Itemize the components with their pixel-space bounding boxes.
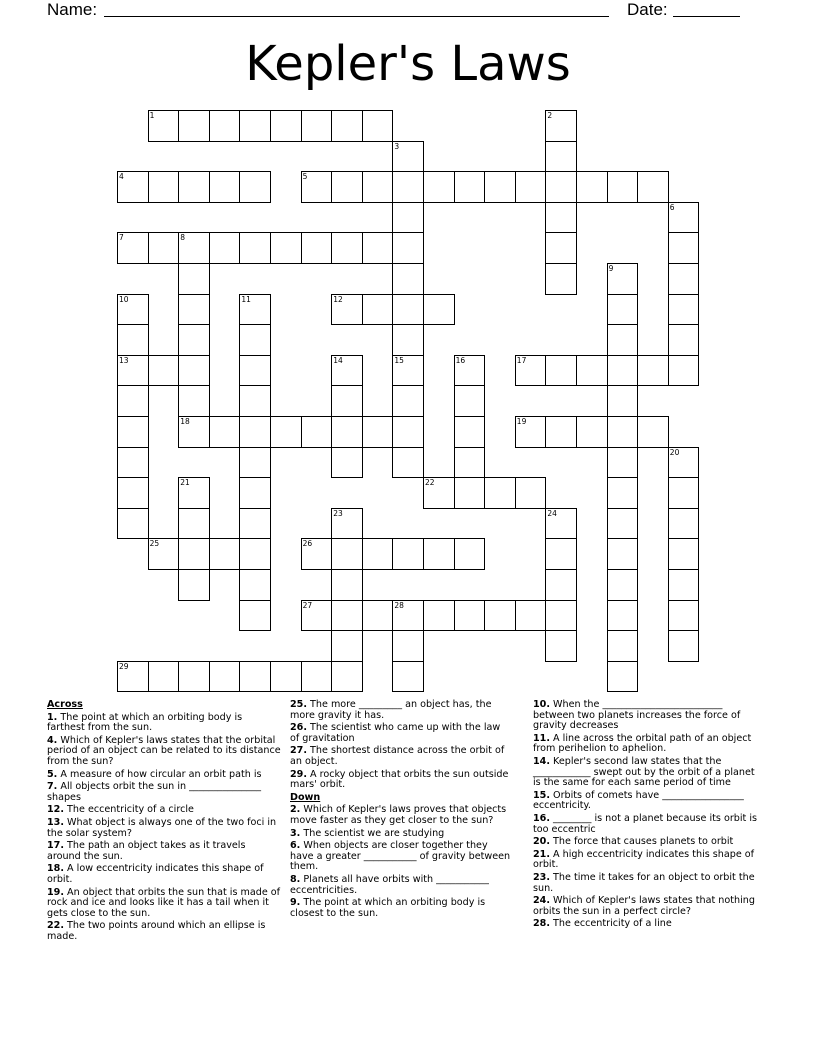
crossword-cell[interactable] — [668, 538, 700, 570]
clue-text: When objects are closer together they have a greater ___________ of gravity between them. — [290, 840, 511, 873]
clue-text: The point at which an orbiting body is farthest from the sun. — [47, 711, 243, 734]
clue-item — [290, 805, 512, 826]
clue-text: Orbits of comets have _________________ eccentricity. — [533, 789, 744, 812]
crossword-cell[interactable] — [576, 355, 608, 387]
crossword-cell[interactable] — [331, 232, 363, 264]
crossword-cell[interactable] — [362, 600, 394, 632]
cell-number: 4 — [119, 172, 124, 182]
crossword-cell[interactable] — [331, 385, 363, 417]
crossword-cell[interactable] — [392, 416, 424, 448]
crossword-cell[interactable] — [239, 508, 271, 540]
crossword-cell[interactable] — [607, 385, 639, 417]
crossword-cell[interactable] — [239, 110, 271, 142]
crossword-cell[interactable] — [148, 171, 180, 203]
crossword-cell[interactable] — [178, 569, 210, 601]
clue-text: Which of Kepler's laws proves that objects move faster as they get closer to the sun? — [290, 804, 507, 826]
clue-text: The eccentricity of a circle — [64, 804, 194, 816]
clue-number: 18. — [47, 863, 64, 875]
crossword-cell[interactable] — [270, 110, 302, 142]
date-label: Date: — [627, 0, 668, 19]
clue-item — [533, 919, 765, 930]
crossword-cell[interactable] — [454, 416, 486, 448]
cell-number: 25 — [149, 539, 160, 549]
crossword-cell[interactable] — [117, 477, 149, 509]
cell-number: 17 — [516, 355, 527, 365]
crossword-cell[interactable] — [392, 263, 424, 295]
crossword-cell[interactable] — [423, 600, 455, 632]
crossword-cell[interactable] — [637, 171, 669, 203]
page-title: Kepler's Laws — [245, 36, 571, 92]
crossword-cell[interactable] — [270, 416, 302, 448]
clue-text: All objects orbit the sun in _______________ shapes — [47, 781, 262, 803]
crossword-cell[interactable] — [392, 630, 424, 662]
crossword-cell[interactable] — [178, 661, 210, 693]
clue-text: Which of Kepler's laws states that the orbital period of an object can be related to its distance from the sun? — [47, 734, 281, 767]
cell-number: 15 — [394, 355, 404, 365]
crossword-cell[interactable] — [392, 447, 424, 479]
crossword-cell[interactable] — [392, 385, 424, 417]
crossword-cell[interactable] — [117, 416, 149, 448]
clue-number: 13. — [47, 816, 64, 828]
crossword-cell[interactable] — [239, 324, 271, 356]
crossword-cell[interactable] — [239, 385, 271, 417]
clue-number: 23. — [533, 871, 550, 883]
crossword-cell[interactable] — [178, 263, 210, 295]
crossword-cell[interactable] — [362, 110, 394, 142]
crossword-cell[interactable] — [484, 600, 516, 632]
cell-number: 13 — [119, 355, 129, 365]
crossword-cell[interactable] — [607, 630, 639, 662]
crossword-cell[interactable] — [178, 171, 210, 203]
crossword-cell[interactable] — [668, 630, 700, 662]
crossword-cell[interactable] — [209, 538, 241, 570]
clue-item — [290, 898, 512, 919]
down-heading: Down — [290, 791, 321, 803]
clue-text: A measure of how circular an orbit path is — [57, 768, 262, 780]
crossword-cell[interactable] — [423, 171, 455, 203]
crossword-cell[interactable] — [117, 324, 149, 356]
crossword-cell[interactable] — [239, 569, 271, 601]
cell-number: 28 — [394, 600, 404, 610]
clue-number: 25. — [290, 699, 307, 710]
crossword-cell[interactable] — [392, 294, 424, 326]
crossword-cell[interactable] — [668, 355, 700, 387]
crossword-cell[interactable] — [178, 324, 210, 356]
clue-text: The time it takes for an object to orbit the sun. — [533, 871, 755, 894]
crossword-cell[interactable] — [515, 477, 547, 509]
crossword-cell[interactable] — [392, 324, 424, 356]
crossword-cell[interactable] — [331, 171, 363, 203]
crossword-cell[interactable] — [454, 447, 486, 479]
crossword-cell[interactable] — [637, 355, 669, 387]
clue-item — [47, 818, 281, 839]
crossword-cell[interactable] — [545, 263, 577, 295]
crossword-cell[interactable] — [148, 355, 180, 387]
crossword-cell[interactable] — [607, 324, 639, 356]
crossword-cell[interactable] — [545, 171, 577, 203]
clue-item — [533, 850, 765, 871]
crossword-cell[interactable] — [362, 416, 394, 448]
crossword-cell[interactable] — [668, 324, 700, 356]
crossword-cell[interactable] — [607, 477, 639, 509]
crossword-cell[interactable] — [607, 508, 639, 540]
crossword-cell[interactable] — [301, 416, 333, 448]
crossword-cell[interactable] — [362, 538, 394, 570]
clue-text: The scientist who came up with the law of gravitation — [290, 722, 501, 744]
cell-number: 29 — [119, 661, 129, 671]
clue-item — [47, 888, 281, 920]
clue-number: 12. — [47, 804, 64, 816]
crossword-cell[interactable] — [209, 416, 241, 448]
cell-number: 16 — [455, 355, 466, 365]
crossword-cell[interactable] — [239, 416, 271, 448]
crossword-cell[interactable] — [545, 416, 577, 448]
cell-number: 8 — [180, 233, 185, 243]
crossword-cell[interactable] — [362, 232, 394, 264]
clue-number: 2. — [290, 804, 301, 816]
crossword-cell[interactable] — [607, 569, 639, 601]
crossword-cell[interactable] — [239, 538, 271, 570]
crossword-cell[interactable] — [637, 416, 669, 448]
crossword-cell[interactable] — [545, 355, 577, 387]
clue-number: 11. — [533, 732, 550, 744]
clue-number: 6. — [290, 840, 301, 852]
clue-item — [533, 814, 765, 835]
name-label: Name: — [47, 0, 98, 19]
clue-number: 8. — [290, 873, 301, 885]
crossword-cell[interactable] — [301, 661, 333, 693]
clue-item — [290, 841, 512, 873]
crossword-cell[interactable] — [239, 600, 271, 632]
crossword-cell[interactable] — [392, 202, 424, 234]
crossword-cell[interactable] — [239, 171, 271, 203]
crossword-cell[interactable] — [270, 232, 302, 264]
crossword-cell[interactable] — [576, 416, 608, 448]
clue-item — [47, 782, 281, 803]
crossword-cell[interactable] — [668, 294, 700, 326]
crossword-cell[interactable] — [607, 171, 639, 203]
cell-number: 3 — [394, 141, 400, 151]
crossword-cell[interactable] — [454, 171, 486, 203]
crossword-cell[interactable] — [239, 232, 271, 264]
crossword-cell[interactable] — [331, 447, 363, 479]
crossword-cell[interactable] — [545, 600, 577, 632]
crossword-cell[interactable] — [270, 661, 302, 693]
clue-item — [290, 829, 512, 840]
clue-number: 24. — [533, 895, 550, 907]
clues-column-1 — [47, 700, 281, 944]
clue-item — [290, 746, 512, 767]
clue-number: 17. — [47, 840, 64, 852]
crossword-cell[interactable] — [576, 171, 608, 203]
crossword-cell[interactable] — [117, 447, 149, 479]
clue-item — [290, 875, 512, 896]
clue-text: Planets all have orbits with ___________ eccentricities. — [290, 873, 489, 896]
clue-number: 1. — [47, 711, 58, 723]
crossword-cell[interactable] — [239, 661, 271, 693]
crossword-cell[interactable] — [607, 538, 639, 570]
clue-item — [47, 770, 281, 781]
crossword-cell[interactable] — [117, 385, 149, 417]
clues-column-2 — [290, 700, 512, 921]
clue-item — [290, 700, 512, 721]
crossword-cell[interactable] — [423, 294, 455, 326]
clue-text: The path an object takes as it travels around the sun. — [47, 840, 246, 862]
cell-number: 7 — [119, 233, 124, 243]
cell-number: 19 — [516, 417, 527, 426]
cell-number: 27 — [302, 600, 313, 610]
cell-number: 9 — [608, 264, 614, 273]
clue-item — [47, 864, 281, 885]
clue-text: A line across the orbital path of an object from perihelion to aphelion. — [533, 732, 752, 755]
crossword-cell[interactable] — [668, 600, 700, 632]
cell-number: 6 — [669, 202, 675, 212]
clue-number: 3. — [290, 827, 301, 839]
clue-item — [290, 723, 512, 744]
crossword-cell[interactable] — [178, 110, 210, 142]
clue-text: A rocky object that orbits the sun outside mars' orbit. — [290, 768, 509, 791]
clue-number: 10. — [533, 699, 550, 710]
crossword-cell[interactable] — [607, 294, 639, 326]
clue-text: The two points around which an ellipse is made. — [47, 920, 266, 942]
crossword-cell[interactable] — [454, 538, 486, 570]
crossword-cell[interactable] — [545, 569, 577, 601]
clues-column-3 — [533, 700, 765, 932]
cell-number: 11 — [241, 294, 251, 304]
clue-number: 22. — [47, 920, 64, 932]
clue-number: 14. — [533, 755, 550, 767]
clue-text: ________ is not a planet because its orbit is too eccentric — [533, 812, 758, 835]
clue-text: The point at which an orbiting body is closest to the sun. — [290, 897, 486, 919]
crossword-cell[interactable] — [668, 569, 700, 601]
crossword-cell[interactable] — [301, 232, 333, 264]
cell-number: 5 — [302, 172, 308, 182]
clue-number: 20. — [533, 836, 550, 848]
crossword-cell[interactable] — [117, 508, 149, 540]
crossword-cell[interactable] — [209, 232, 241, 264]
clue-number: 28. — [533, 918, 550, 930]
cell-number: 26 — [302, 539, 313, 549]
crossword-cell[interactable] — [545, 232, 577, 264]
clue-text: The shortest distance across the orbit of an object. — [290, 745, 505, 767]
clue-number: 27. — [290, 745, 307, 757]
clue-number: 19. — [47, 886, 64, 898]
crossword-cell[interactable] — [239, 447, 271, 479]
clue-item — [533, 837, 765, 848]
crossword-cell[interactable] — [331, 661, 363, 693]
cell-number: 2 — [547, 111, 553, 120]
cell-number: 24 — [547, 508, 557, 518]
crossword-cell[interactable] — [392, 661, 424, 693]
crossword-cell[interactable] — [178, 508, 210, 540]
clue-item — [533, 734, 765, 755]
crossword-cell[interactable] — [454, 600, 486, 632]
clue-text: The scientist we are studying — [300, 827, 445, 839]
clue-number: 29. — [290, 768, 307, 780]
clue-number: 21. — [533, 848, 550, 860]
clue-text: The eccentricity of a line — [550, 918, 672, 930]
crossword-cell[interactable] — [331, 416, 363, 448]
clue-number: 16. — [533, 812, 550, 824]
crossword-cell[interactable] — [301, 110, 333, 142]
clue-text: Kepler's second law states that the ____________ swept out by the orbit of a planet is the same for each same period of time — [533, 755, 755, 789]
clue-text: A low eccentricity indicates this shape of orbit. — [47, 863, 264, 885]
clue-item — [533, 873, 765, 894]
crossword-cell[interactable] — [484, 171, 516, 203]
crossword-cell[interactable] — [331, 538, 363, 570]
crossword-cell[interactable] — [484, 477, 516, 509]
crossword-cell[interactable] — [454, 385, 486, 417]
crossword-cell[interactable] — [209, 171, 241, 203]
clue-text: Which of Kepler's laws states that nothing orbits the sun in a perfect circle? — [533, 895, 755, 917]
clue-number: 7. — [47, 781, 58, 793]
clue-item — [47, 921, 281, 942]
cell-number: 22 — [425, 478, 435, 488]
clue-text: An object that orbits the sun that is made of rock and ice and looks like it has a tail when it gets close to the sun. — [47, 886, 281, 919]
crossword-cell[interactable] — [668, 508, 700, 540]
crossword-cell[interactable] — [239, 355, 271, 387]
crossword-cell[interactable] — [331, 630, 363, 662]
crossword-cell[interactable] — [423, 538, 455, 570]
crossword-cell[interactable] — [607, 416, 639, 448]
crossword-cell[interactable] — [545, 630, 577, 662]
clue-text: The force that causes planets to orbit — [550, 836, 734, 848]
clue-item — [47, 736, 281, 768]
crossword-cell[interactable] — [331, 600, 363, 632]
crossword-cell[interactable] — [545, 202, 577, 234]
crossword-cell[interactable] — [454, 477, 486, 509]
clue-text: What object is always one of the two foci in the solar system? — [47, 816, 277, 839]
clue-text: When the _________________________ between two planets increases the force of gravity decreases — [533, 699, 741, 732]
cell-number: 14 — [333, 355, 343, 365]
crossword-cell[interactable] — [362, 294, 394, 326]
cell-number: 10 — [119, 294, 129, 304]
clue-number: 9. — [290, 897, 301, 909]
crossword-cell[interactable] — [515, 171, 547, 203]
crossword-cell[interactable] — [545, 538, 577, 570]
clue-item — [47, 841, 281, 862]
clue-text: A high eccentricity indicates this shape of orbit. — [533, 848, 755, 871]
crossword-cell[interactable] — [331, 110, 363, 142]
crossword-cell[interactable] — [668, 477, 700, 509]
clue-item — [47, 805, 281, 816]
across-heading: Across — [47, 699, 83, 710]
cell-number: 20 — [669, 447, 680, 457]
crossword-cell[interactable] — [515, 600, 547, 632]
crossword-cell[interactable] — [607, 355, 639, 387]
clue-item — [47, 713, 281, 734]
crossword-cell[interactable] — [178, 385, 210, 417]
crossword-cell[interactable] — [148, 232, 180, 264]
clue-item — [533, 700, 765, 732]
crossword-cell[interactable] — [209, 110, 241, 142]
crossword-cell[interactable] — [607, 661, 639, 693]
clue-number: 4. — [47, 734, 58, 746]
crossword-cell[interactable] — [392, 538, 424, 570]
clue-number: 26. — [290, 722, 307, 734]
crossword-cell[interactable] — [392, 171, 424, 203]
crossword-cell[interactable] — [148, 661, 180, 693]
crossword-cell[interactable] — [178, 294, 210, 326]
clue-number: 15. — [533, 789, 550, 801]
crossword-cell[interactable] — [362, 171, 394, 203]
crossword-cell[interactable] — [607, 600, 639, 632]
crossword-cell[interactable] — [331, 569, 363, 601]
clue-number: 5. — [47, 768, 58, 780]
clue-item — [533, 757, 765, 789]
cell-number: 18 — [180, 417, 190, 426]
crossword-cell[interactable] — [545, 141, 577, 173]
cell-number: 1 — [149, 111, 155, 120]
crossword-cell[interactable] — [239, 477, 271, 509]
clue-item — [533, 896, 765, 917]
clue-item — [290, 770, 512, 791]
cell-number: 12 — [333, 294, 343, 304]
crossword-cell[interactable] — [607, 447, 639, 479]
crossword-cell[interactable] — [178, 355, 210, 387]
crossword-cell[interactable] — [209, 661, 241, 693]
cell-number: 21 — [180, 478, 190, 488]
crossword-cell[interactable] — [178, 538, 210, 570]
crossword-cell[interactable] — [392, 232, 424, 264]
crossword-cell[interactable] — [668, 263, 700, 295]
cell-number: 23 — [333, 508, 343, 518]
clue-text: The more _________ an object has, the more gravity it has. — [290, 699, 492, 721]
clue-item — [533, 791, 765, 812]
crossword-cell[interactable] — [668, 232, 700, 264]
